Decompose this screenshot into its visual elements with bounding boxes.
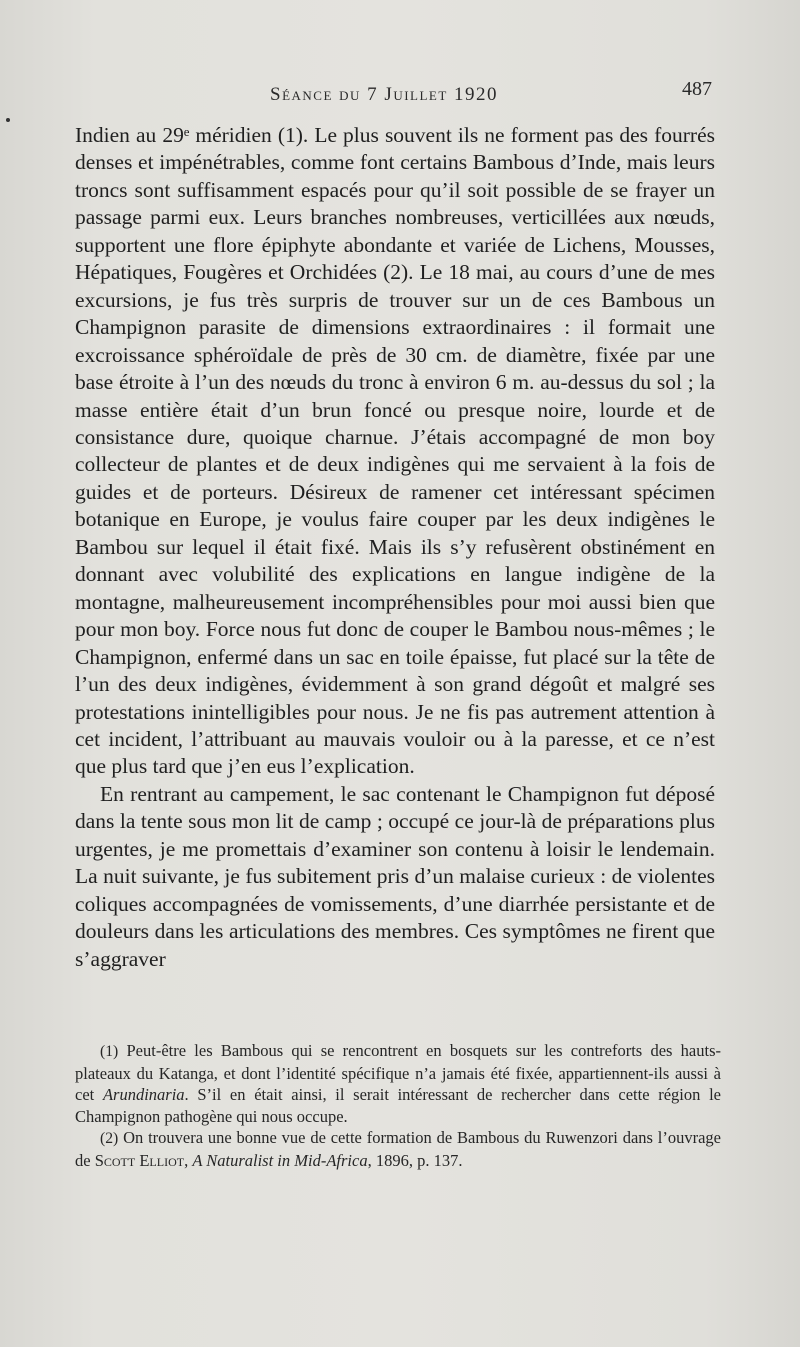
footnote-1 [75,1040,721,1127]
running-title: Séance du 7 Juillet 1920 [270,84,499,105]
footnote-marker: (1) [100,1043,119,1060]
footnote-author: Scott Elliot [94,1150,185,1170]
footnote-text: On trouvera une bonne vue de cette formation de Bambous du Ruwenzori dans l’ouvrage de [75,1128,721,1170]
footnote-italic-term: Arundinaria [102,1085,185,1104]
footnote-book-title: A Naturalist in Mid-Africa [192,1150,368,1170]
footnote-text: Peut-être les Bambous qui se rencontrent en bosquets sur les contreforts des hauts-plateaux du Katanga, et dont l’identité spécifique n’a jamais été fixée, appartiennent-ils aussi à cet [75,1041,721,1104]
paragraph: En rentrant au campement, le sac contenant le Champignon fut déposé dans la tente sous mon lit de camp ; occupé ce jour-là de préparations plus urgentes, je me promettais d’examiner son contenu à loisir le lendemain. La nuit suivante, je fus subitement pris d’un malaise curieux : de violentes coliques accompagnées de vomissements, d’une diarrhée persistante et de douleurs dans les articulations des membres. Ces symptômes ne firent que s’aggraver [75,781,715,971]
footnote-text: , 1896, p. 137. [367,1150,463,1170]
footnote-separator: , [184,1150,189,1170]
footnotes [75,1040,721,1171]
body-text [75,122,715,973]
margin-mark [6,118,10,122]
footnote-text: . S’il en était ainsi, il serait intéressant de rechercher dans cette région le Champignon pathogène qui nous occupe. [75,1085,722,1126]
paragraph: Indien au 29ᵉ méridien (1). Le plus souvent ils ne forment pas des fourrés denses et impénétrables, comme font certains Bambous d’Inde, mais leurs troncs sont suffisamment espacés pour qu’il soit possible de se frayer un passage parmi eux. Leurs branches nombreuses, verticillées aux nœuds, supportent une flore épiphyte abondante et variée de Lichens, Mousses, Hépatiques, Fougères et Orchidées (2). Le 18 mai, au cours d’une de mes excursions, je fus très surpris de trouver sur un de ces Bambous un Champignon parasite de dimensions extraordinaires : il formait une excroissance sphéroïdale de près de 30 cm. de diamètre, fixée par une base étroite à l’un des nœuds du tronc à environ 6 m. au-dessus du sol ; la masse entière était d’un brun foncé ou presque noire, lourde et de consistance dure, quoique charnue. J’étais accompagné de mon boy collecteur de plantes et de deux indigènes qui me servaient à la fois de guides et de porteurs. Désireux de ramener cet intéressant spécimen botanique en Europe, je voulus faire couper par les deux indigènes le Bambou sur lequel il était fixé. Mais ils s’y refusèrent obstinément en donnant avec volubilité des explications en langue indigène de la montagne, malheureusement incompréhensibles pour moi aussi bien que pour mon boy. Force nous fut donc de couper le Bambou nous-mêmes ; le Champignon, enfermé dans un sac en toile épaisse, fut placé sur la tête de l’un des deux indigènes, évidemment à son grand dégoût et malgré ses protestations inintelligibles pour nous. Je ne fis pas autrement attention à cet incident, l’attribuant au mauvais vouloir ou à la paresse, et ce n’est que plus tard que j’en eus l’explication. [75,123,715,779]
page-number: 487 [682,78,712,100]
running-head [0,78,800,108]
footnote-marker: (2) [100,1130,119,1147]
footnote-2 [75,1127,721,1171]
